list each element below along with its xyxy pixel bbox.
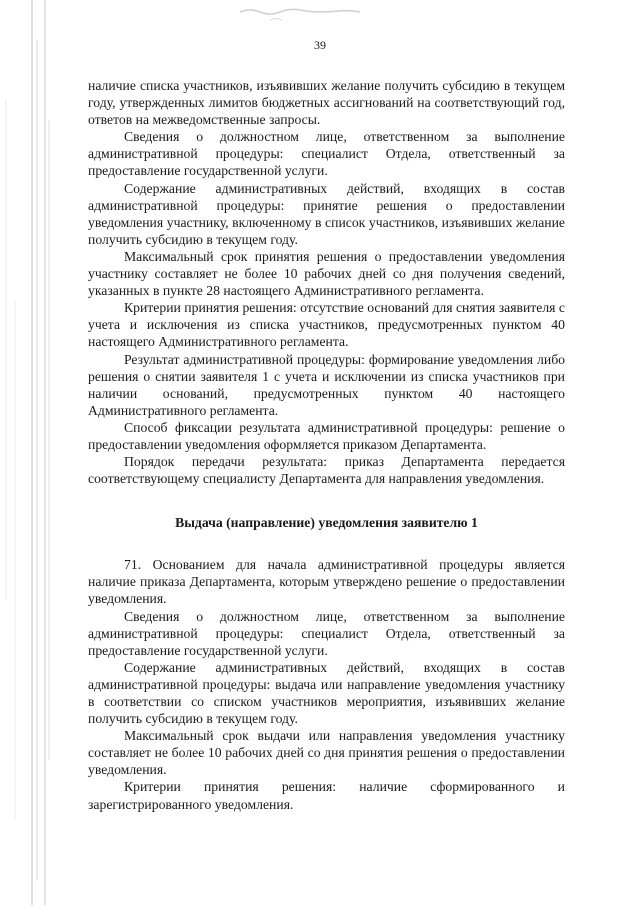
section-heading: Выдача (направление) уведомления заявителю 1 [175,515,478,531]
paragraph: Содержание административных действий, входящих в состав административной процедуры: принятие решения о предоставлении уведомления участнику, включенному в список участников, изъявивших желание получить субсидию в текущем году. [88,180,565,247]
paragraph: Максимальный срок принятия решения о предоставлении уведомления участнику составляет не более 10 рабочих дней со дня получения сведений, указанных в пункте 28 настоящего Административного регламента. [88,248,565,299]
paragraph: Критерии принятия решения: отсутствие оснований для снятия заявителя с учета и исключения из списка участников, предусмотренных пунктом 40 настоящего Административного регламента. [88,300,565,350]
document-body [88,77,565,813]
page-number: 39 [314,38,326,52]
paragraph: наличие списка участников, изъявивших желание получить субсидию в текущем году, утвержденных лимитов бюджетных ассигнований на соответствующий год, ответов на межведомственные запросы. [88,78,565,128]
paragraph: Порядок передачи результата: приказ Департамента передается соответствующему специалисту Департамента для направления уведомления. [88,454,565,487]
paragraph: Сведения о должностном лице, ответственном за выполнение административной процедуры: специалист Отдела, ответственный за предоставление государственной услуги. [88,129,565,179]
paragraph: Сведения о должностном лице, ответственном за выполнение административной процедуры: специалист Отдела, ответственный за предоставление государственной услуги. [88,608,565,658]
paragraph: Максимальный срок выдачи или направления уведомления участнику составляет не более 10 рабочих дней со дня принятия решения о предоставлении уведомления. [88,728,565,778]
paragraph: Результат административной процедуры: формирование уведомления либо решения о снятии заявителя 1 с учета и исключении из списка участников при наличии оснований, предусмотренных пунктом 40 настоящего Административного регламента. [88,351,565,418]
scan-edge-artifact [0,0,70,905]
paragraph: Содержание административных действий, входящих в состав административной процедуры: выдача или направление уведомления участнику в соответствии со списком участников мероприятия, изъявивших желание получить субсидию в текущем году. [88,659,565,727]
paragraph: Способ фиксации результата административной процедуры: решение о предоставлении уведомления оформляется приказом Департамента. [88,419,565,452]
scan-top-artifact [230,0,380,30]
paragraph: 71. Основанием для начала административной процедуры является наличие приказа Департамента, которым утверждено решение о предоставлении уведомления. [88,557,565,607]
paragraph: Критерии принятия решения: наличие сформированного и зарегистрированного уведомления. [88,779,565,812]
